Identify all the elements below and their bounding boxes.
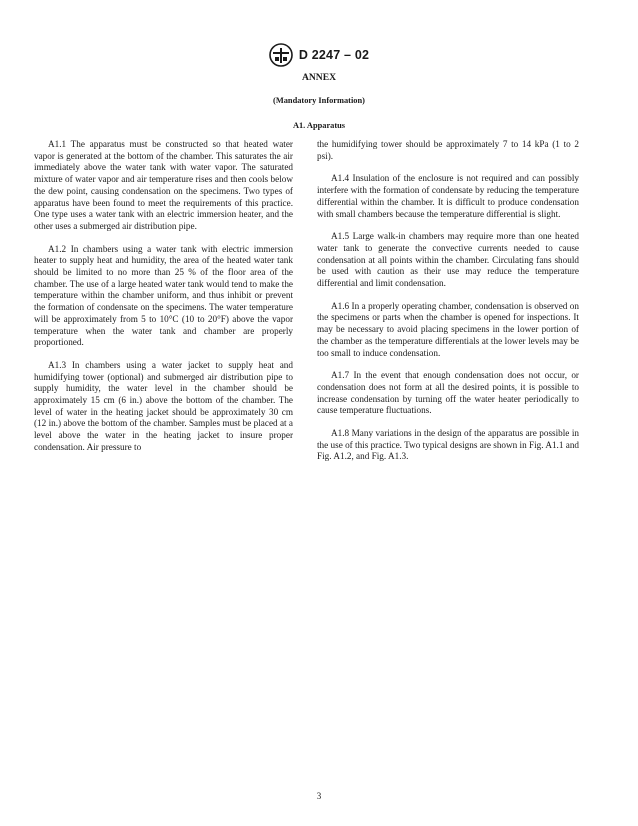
astm-logo-icon [269, 43, 293, 67]
paragraph-a1-3-continued: the humidifying tower should be approximately 7 to 14 kPa (1 to 2 psi). [317, 139, 579, 161]
annex-subtitle: (Mandatory Information) [273, 96, 365, 105]
paragraph-a1-2: A1.2 In chambers using a water tank with electric immersion heater to supply heat and humidity, the area of the heated water tank should be limited to no more than 25 % of the floor area of the chamber. The use of a large heated water tank would tend to make the temperature within the chamber uniform, and thus inhibit or prevent the formation of condensate on the specimens. The water temperature will be approximately from 5 to 10°C (10 to 20°F) above the vapor temperature when the water tank and chamber are properly proportioned. [34, 243, 293, 348]
paragraph-a1-7: A1.7 In the event that enough condensation does not occur, or condensation does not form at all the desired points, it is possible to increase condensation by turning off the water heater periodically to cause temperature fluctuations. [317, 370, 579, 416]
left-column [34, 139, 293, 465]
paragraph-a1-4: A1.4 Insulation of the enclosure is not required and can possibly interfere with the formation of condensate by reducing the temperature differential within the chamber. It is difficult to produce condensation with small chambers because the temperature differential is slight. [317, 173, 579, 219]
annex-title: ANNEX [301, 72, 337, 83]
paragraph-a1-1: A1.1 The apparatus must be constructed so that heated water vapor is generated at the bottom of the chamber. This saturates the air immediately above the water tank with water vapor. The saturated mixture of water vapor and air temperature rises and then cools below the dew point, causing condensation on the specimens. Two types of apparatus have been found to meet the requirements of this practice. One type uses a water tank with an electric immersion heater, and the other uses a submerged air distribution pipe. [34, 139, 293, 231]
page-number: 3 [316, 791, 322, 801]
section-title: A1. Apparatus [292, 121, 346, 130]
paragraph-a1-5: A1.5 Large walk-in chambers may require more than one heated water tank to generate the convective currents needed to cause condensation at all points within the chamber. Circulating fans should be used with caution as their use may reduce the temperature differential and limit condensation. [317, 231, 579, 289]
standard-designation: D 2247 – 02 [298, 48, 370, 62]
document-header [0, 42, 638, 68]
paragraph-a1-3: A1.3 In chambers using a water jacket to supply heat and humidifying tower (optional) and submerged air distribution pipe to supply humidity, the water level in the chamber should be approximately 15 cm (6 in.) above the bottom of the chamber. The level of water in the heating jacket should be approximately 30 cm (12 in.) above the bottom of the chamber. Samples must be placed at a level above the water in the heating jacket to insure proper condensation. Air pressure to [34, 359, 293, 452]
paragraph-a1-6: A1.6 In a properly operating chamber, condensation is observed on the specimens or parts when the chamber is opened for inspections. It may be necessary to avoid placing specimens in the lower portion of the chamber as the temperature differentials at the lower levels may be too small to induce condensation. [317, 300, 579, 358]
right-column [317, 139, 579, 474]
paragraph-a1-8: A1.8 Many variations in the design of the apparatus are possible in the use of this practice. Two typical designs are shown in Fig. A1.1 and Fig. A1.2, and Fig. A1.3. [317, 428, 580, 462]
